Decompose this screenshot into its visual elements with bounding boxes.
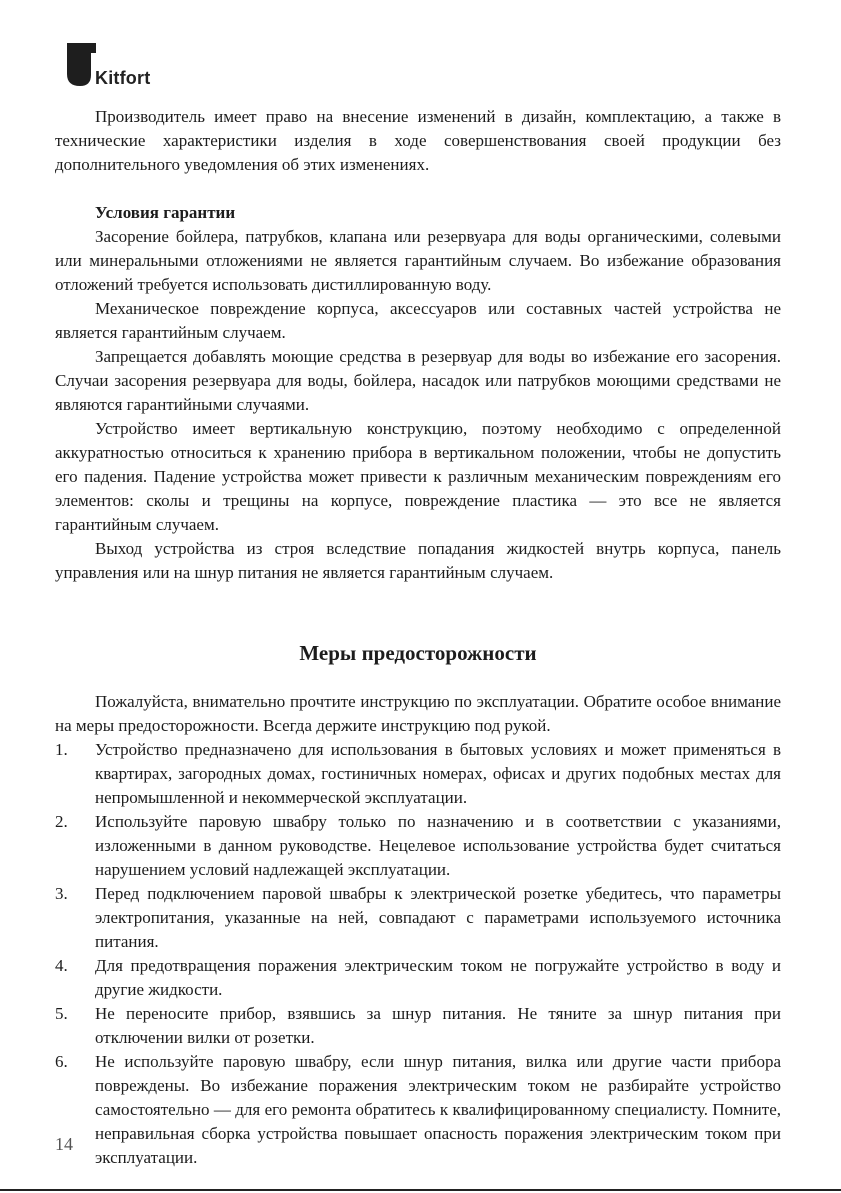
list-item xyxy=(55,738,781,810)
item-number: 6. xyxy=(55,1052,68,1071)
page-content xyxy=(55,105,781,1170)
item-text: Устройство предназначено для использования в бытовых условиях и может применяться в квартирах, загородных домах, гостиничных номерах, офисах и других подобных местах для непромышленной и некоммерческой эксплуатации. xyxy=(95,740,781,807)
list-item xyxy=(55,882,781,954)
warranty-heading: Условия гарантии xyxy=(95,203,236,222)
item-text: Перед подключением паровой швабры к электрической розетке убедитесь, что параметры электропитания, указанные на ней, совпадают с параметрами используемого источника питания. xyxy=(95,884,781,951)
item-number: 4. xyxy=(55,956,68,975)
list-item xyxy=(55,1002,781,1050)
warranty-paragraph: Механическое повреждение корпуса, аксессуаров или составных частей устройства не является гарантийным случаем. xyxy=(55,299,781,342)
precautions-list xyxy=(55,738,781,1170)
item-text: Для предотвращения поражения электрическим током не погружайте устройство в воду и другие жидкости. xyxy=(95,956,781,999)
item-number: 3. xyxy=(55,884,68,903)
item-number: 1. xyxy=(55,740,68,759)
warranty-paragraph: Запрещается добавлять моющие средства в резервуар для воды во избежание его засорения. Случаи засорения резервуара для воды, бойлера, насадок или патрубков моющими средствами не являются гарантийными случаями. xyxy=(55,347,781,414)
precautions-intro: Пожалуйста, внимательно прочтите инструкцию по эксплуатации. Обратите особое внимание на меры предосторожности. Всегда держите инструкцию под рукой. xyxy=(55,692,781,735)
logo-wordmark: Kitfort xyxy=(95,68,151,88)
list-item xyxy=(55,1050,781,1170)
item-number: 5. xyxy=(55,1004,68,1023)
list-item xyxy=(55,810,781,882)
bottom-divider xyxy=(0,1189,841,1191)
warranty-paragraph: Засорение бойлера, патрубков, клапана или резервуара для воды органическими, солевыми или минеральными отложениями не является гарантийным случаем. Во избежание образования отложений требуется использовать дистиллированную воду. xyxy=(55,227,781,294)
section-title: Меры предосторожности xyxy=(299,641,537,665)
item-text: Не переносите прибор, взявшись за шнур питания. Не тяните за шнур питания при отключении вилки от розетки. xyxy=(95,1004,781,1047)
item-text: Не используйте паровую швабру, если шнур питания, вилка или другие части прибора повреждены. Во избежание поражения электрическим током не разбирайте устройство самостоятельно — для его ремонта обратитесь к квалифицированному специалисту. Помните, неправильная сборка устройства повышает опасность поражения электрическим током при эксплуатации. xyxy=(95,1052,781,1167)
warranty-paragraph: Выход устройства из строя вследствие попадания жидкостей внутрь корпуса, панель управления или на шнур питания не является гарантийным случаем. xyxy=(55,539,781,582)
intro-paragraph: Производитель имеет право на внесение изменений в дизайн, комплектацию, а также в технические характеристики изделия в ходе совершенствования своей продукции без дополнительного уведомления об этих изменениях. xyxy=(55,107,781,174)
item-number: 2. xyxy=(55,812,68,831)
warranty-paragraph: Устройство имеет вертикальную конструкцию, поэтому необходимо с определенной аккуратностью относиться к хранению прибора в вертикальном положении, чтобы не допустить его падения. Падение устройства может привести к различным механическим повреждениям его элементов: сколы и трещины на корпусе, повреждение пластика — это все не является гарантийным случаем. xyxy=(55,419,781,534)
item-text: Используйте паровую швабру только по назначению и в соответствии с указаниями, изложенными в данном руководстве. Нецелевое использование устройства будет считаться нарушением условий надлежащей эксплуатации. xyxy=(95,812,781,879)
list-item xyxy=(55,954,781,1002)
page-number: 14 xyxy=(55,1134,73,1154)
